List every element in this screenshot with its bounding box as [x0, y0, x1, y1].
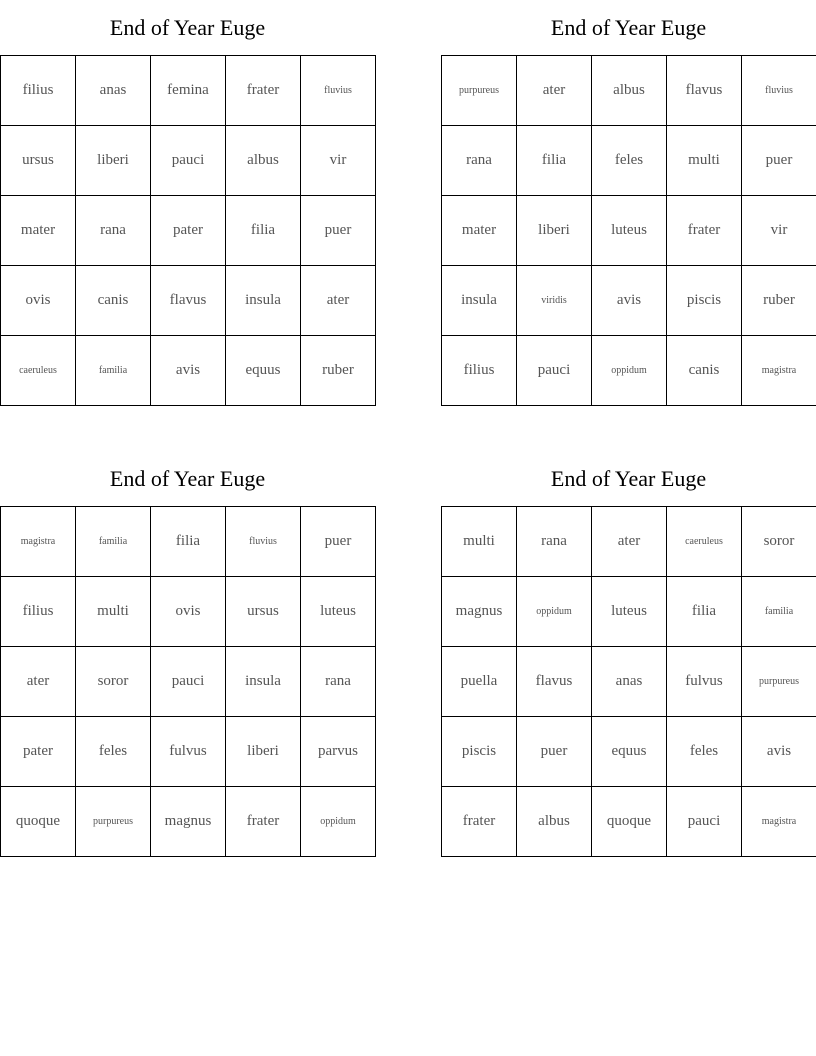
bingo-cell: rana [517, 507, 592, 577]
bingo-grid [0, 55, 376, 406]
bingo-grid [441, 55, 816, 406]
bingo-cell: pauci [667, 787, 742, 857]
card-title: End of Year Euge [550, 15, 707, 40]
bingo-cell: flavus [667, 56, 742, 126]
bingo-cell: fulvus [667, 647, 742, 717]
bingo-cell: ruber [301, 336, 376, 406]
bingo-cell: frater [442, 787, 517, 857]
bingo-cell: magnus [442, 577, 517, 647]
bingo-cell: purpureus [742, 647, 816, 717]
bingo-cell: magnus [151, 787, 226, 857]
bingo-cell: fluvius [301, 56, 376, 126]
bingo-cell: pauci [151, 647, 226, 717]
bingo-card-3 [0, 451, 375, 857]
bingo-cell: familia [76, 507, 151, 577]
bingo-cell: puella [442, 647, 517, 717]
bingo-cell: ursus [226, 577, 301, 647]
bingo-cell: purpureus [442, 56, 517, 126]
bingo-cell: puer [517, 717, 592, 787]
bingo-cell: luteus [592, 196, 667, 266]
bingo-cell: avis [151, 336, 226, 406]
bingo-cell: oppidum [301, 787, 376, 857]
bingo-cell: ovis [151, 577, 226, 647]
bingo-cell: feles [592, 126, 667, 196]
bingo-cell: filia [151, 507, 226, 577]
bingo-cell: insula [226, 647, 301, 717]
bingo-cell: pater [151, 196, 226, 266]
bingo-cell: filius [1, 56, 76, 126]
bingo-card-1 [0, 0, 375, 406]
bingo-cell: flavus [151, 266, 226, 336]
bingo-cell: pauci [151, 126, 226, 196]
bingo-cell: mater [442, 196, 517, 266]
bingo-cell: ursus [1, 126, 76, 196]
bingo-cell: frater [226, 787, 301, 857]
bingo-cell: liberi [517, 196, 592, 266]
bingo-cell: ruber [742, 266, 816, 336]
bingo-cell: liberi [76, 126, 151, 196]
bingo-cell: magistra [1, 507, 76, 577]
bingo-cell: soror [76, 647, 151, 717]
bingo-cell: feles [76, 717, 151, 787]
bingo-cell: parvus [301, 717, 376, 787]
bingo-cell: vir [301, 126, 376, 196]
bingo-cell: insula [442, 266, 517, 336]
bingo-cell: fluvius [226, 507, 301, 577]
bingo-cell: mater [1, 196, 76, 266]
bingo-cell: purpureus [76, 787, 151, 857]
bingo-cell: feles [667, 717, 742, 787]
bingo-cell: multi [76, 577, 151, 647]
bingo-cell: ater [592, 507, 667, 577]
bingo-cell: frater [667, 196, 742, 266]
bingo-cell: filia [667, 577, 742, 647]
bingo-cell: puer [301, 196, 376, 266]
bingo-cell: ater [301, 266, 376, 336]
bingo-cell: viridis [517, 266, 592, 336]
bingo-cell: albus [517, 787, 592, 857]
bingo-cell: ater [517, 56, 592, 126]
bingo-cell: avis [592, 266, 667, 336]
bingo-cell: multi [667, 126, 742, 196]
bingo-cell: puer [742, 126, 816, 196]
bingo-cell: equus [226, 336, 301, 406]
bingo-cell: quoque [592, 787, 667, 857]
bingo-cell: rana [301, 647, 376, 717]
bingo-cell: rana [76, 196, 151, 266]
bingo-cell: canis [76, 266, 151, 336]
card-title: End of Year Euge [109, 15, 266, 40]
bingo-cell: familia [76, 336, 151, 406]
bingo-cell: quoque [1, 787, 76, 857]
bingo-cell: luteus [301, 577, 376, 647]
bingo-grid [0, 506, 376, 857]
bingo-cell: filius [1, 577, 76, 647]
bingo-cell: piscis [667, 266, 742, 336]
bingo-cell: oppidum [592, 336, 667, 406]
bingo-cell: albus [592, 56, 667, 126]
bingo-cell: magistra [742, 787, 816, 857]
bingo-cell: vir [742, 196, 816, 266]
bingo-cell: albus [226, 126, 301, 196]
card-title: End of Year Euge [550, 466, 707, 491]
bingo-cell: filius [442, 336, 517, 406]
bingo-cell: pater [1, 717, 76, 787]
bingo-cell: filia [226, 196, 301, 266]
bingo-cell: magistra [742, 336, 816, 406]
bingo-card-2 [441, 0, 816, 406]
bingo-cell: familia [742, 577, 816, 647]
bingo-cell: canis [667, 336, 742, 406]
bingo-cell: femina [151, 56, 226, 126]
bingo-cell: flavus [517, 647, 592, 717]
bingo-cell: rana [442, 126, 517, 196]
bingo-card-4 [441, 451, 816, 857]
bingo-cell: avis [742, 717, 816, 787]
bingo-cell: fluvius [742, 56, 816, 126]
bingo-cell: ater [1, 647, 76, 717]
bingo-cell: caeruleus [1, 336, 76, 406]
bingo-cell: soror [742, 507, 816, 577]
bingo-cell: anas [76, 56, 151, 126]
card-title: End of Year Euge [109, 466, 266, 491]
bingo-cell: liberi [226, 717, 301, 787]
bingo-cell: anas [592, 647, 667, 717]
bingo-cell: piscis [442, 717, 517, 787]
bingo-cell: ovis [1, 266, 76, 336]
bingo-cell: frater [226, 56, 301, 126]
bingo-cell: puer [301, 507, 376, 577]
bingo-cell: insula [226, 266, 301, 336]
bingo-cell: equus [592, 717, 667, 787]
bingo-cell: multi [442, 507, 517, 577]
bingo-cell: filia [517, 126, 592, 196]
bingo-grid [441, 506, 816, 857]
bingo-cell: luteus [592, 577, 667, 647]
bingo-cell: caeruleus [667, 507, 742, 577]
bingo-cell: fulvus [151, 717, 226, 787]
bingo-cell: pauci [517, 336, 592, 406]
bingo-cell: oppidum [517, 577, 592, 647]
